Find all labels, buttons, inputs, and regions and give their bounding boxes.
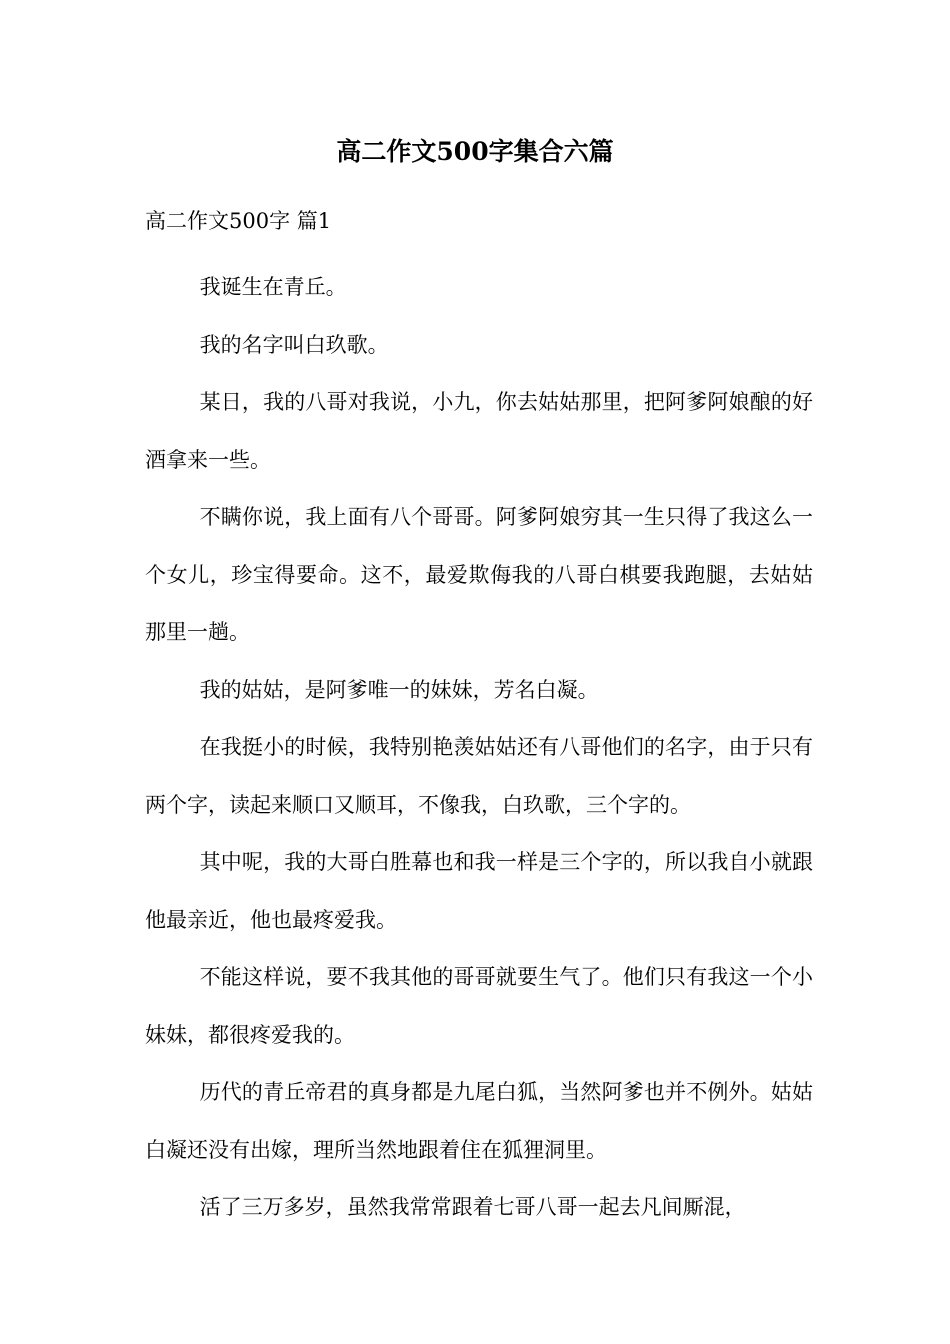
section-heading: 高二作文500字 篇1 <box>145 209 332 233</box>
paragraph: 我的名字叫白玖歌。 <box>199 332 389 357</box>
paragraph: 历代的青丘帝君的真身都是九尾白狐，当然阿爹也并不例外。姑姑白凝还没有出嫁，理所当然地跟着住在狐狸洞里。 <box>145 1080 813 1162</box>
page-title: 高二作文500字集合六篇 <box>336 137 614 166</box>
paragraph: 不瞒你说，我上面有八个哥哥。阿爹阿娘穷其一生只得了我这么一个女儿，珍宝得要命。这不，最爱欺侮我的八哥白棋要我跑腿，去姑姑那里一趟。 <box>145 505 813 644</box>
paragraph: 其中呢，我的大哥白胜幕也和我一样是三个字的，所以我自小就跟他最亲近，他也最疼爱我。 <box>145 850 813 932</box>
paragraph: 活了三万多岁，虽然我常常跟着七哥八哥一起去凡间厮混， <box>199 1195 746 1219</box>
paragraph: 我的姑姑，是阿爹唯一的妹妹，芳名白凝。 <box>199 677 599 702</box>
paragraph: 我诞生在青丘。 <box>199 275 347 299</box>
paragraph: 在我挺小的时候，我特别艳羡姑姑还有八哥他们的名字，由于只有两个字，读起来顺口又顺耳，不像我，白玖歌，三个字的。 <box>145 735 813 817</box>
article-body <box>145 259 813 1237</box>
paragraph: 不能这样说，要不我其他的哥哥就要生气了。他们只有我这一个小妹妹，都很疼爱我的。 <box>145 965 813 1047</box>
paragraph: 某日，我的八哥对我说，小九，你去姑姑那里，把阿爹阿娘酿的好酒拿来一些。 <box>145 390 813 472</box>
